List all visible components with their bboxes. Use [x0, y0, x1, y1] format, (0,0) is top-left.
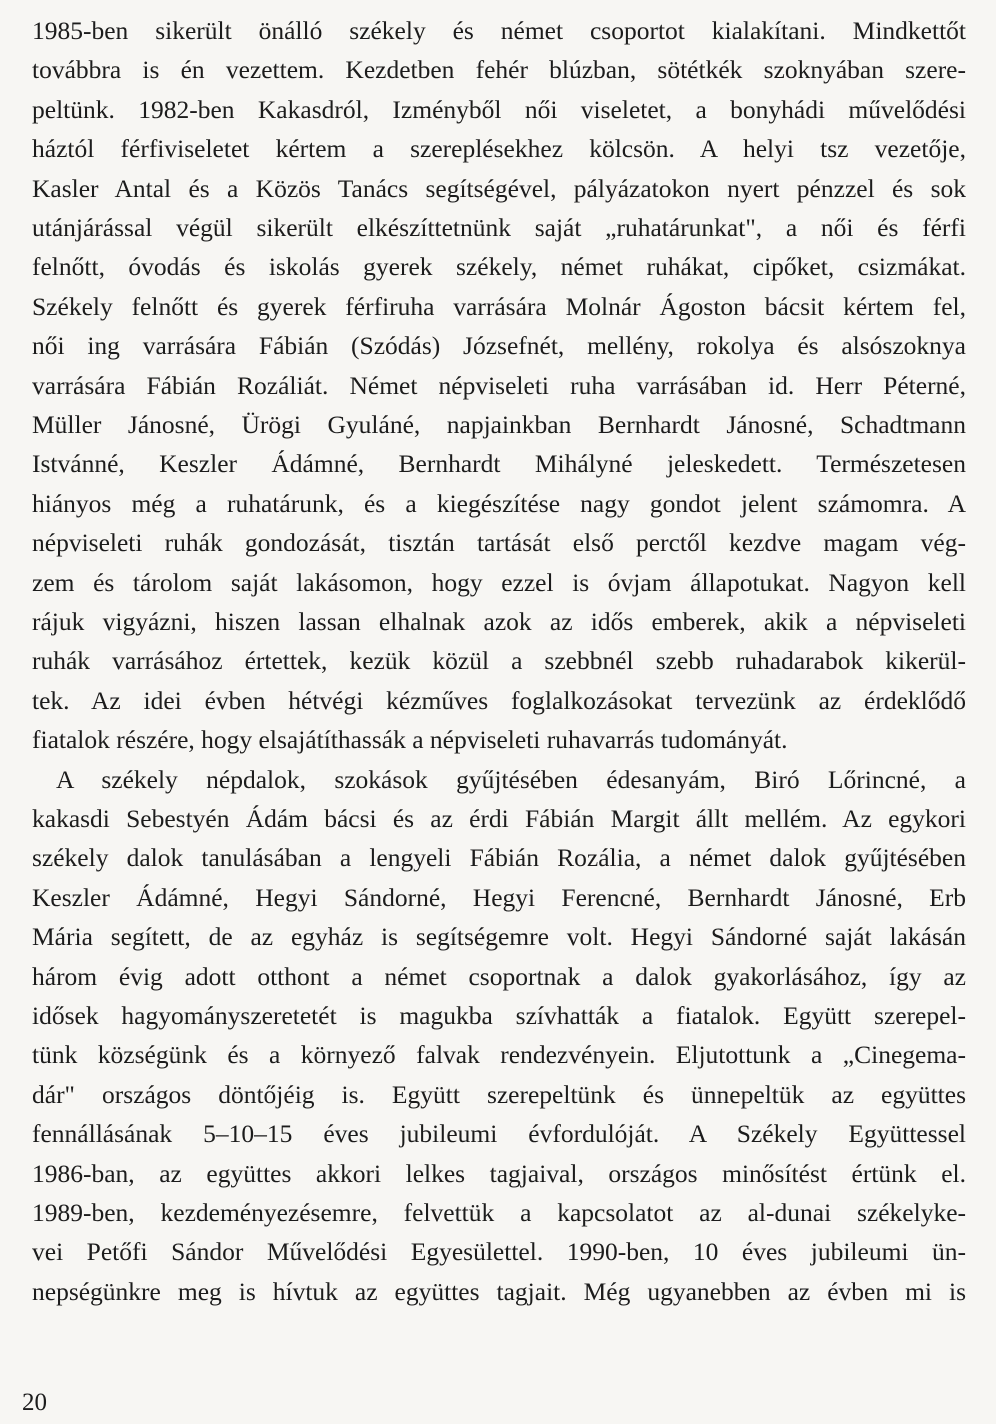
text-line: Keszler Ádámné, Hegyi Sándorné, Hegyi Ferencné, Bernhardt Jánosné, Erb [32, 882, 966, 912]
page-number: 20 [22, 1389, 47, 1416]
text-line: női ing varrására Fábián (Szódás) Józsefnét, mellény, rokolya és alsószoknya [32, 331, 966, 361]
text-line: tek. Az idei évben hétvégi kézműves foglalkozásokat tervezünk az érdeklődő [32, 685, 966, 715]
text-line: Kasler Antal és a Közös Tanács segítségével, pályázatokon nyert pénzzel és sok [32, 173, 966, 203]
text-line: Istvánné, Keszler Ádámné, Bernhardt Mihályné jeleskedett. Természetesen [32, 449, 966, 479]
text-line: székely dalok tanulásában a lengyeli Fábián Rozália, a német dalok gyűjtésében [32, 843, 966, 873]
text-line: varrására Fábián Rozáliát. Német népviseleti ruha varrásában id. Herr Péterné, [32, 370, 966, 400]
text-line: vei Petőfi Sándor Művelődési Egyesülettel. 1990-ben, 10 éves jubileumi ün- [32, 1237, 966, 1267]
text-line: három évig adott otthont a német csoportnak a dalok gyakorlásához, így az [32, 961, 966, 991]
text-line: hiányos még a ruhatárunk, és a kiegészítése nagy gondot jelent számomra. A [32, 488, 966, 518]
text-line: nepségünkre meg is hívtuk az együttes tagjait. Még ugyanebben az évben mi is [32, 1276, 966, 1306]
text-line: kakasdi Sebestyén Ádám bácsi és az érdi Fábián Margit állt mellém. Az egykori [32, 804, 966, 833]
text-line: 1989-ben, kezdeményezésemre, felvettük a kapcsolatot az al-dunai székelyke- [32, 1198, 966, 1227]
text-line: zem és tárolom saját lakásomon, hogy ezzel is óvjam állapotukat. Nagyon kell [32, 567, 966, 597]
text-line: 1986-ban, az együttes akkori lelkes tagjaival, országos minősítést értünk el. [32, 1158, 966, 1188]
text-line: idősek hagyományszeretetét is magukba szívhatták a fiatalok. Együtt szerepel- [32, 1001, 966, 1030]
text-line: továbbra is én vezettem. Kezdetben fehér blúzban, sötétkék szoknyában szere- [32, 55, 966, 85]
text-line: fennállásának 5–10–15 éves jubileumi évfordulóját. A Székely Együttessel [32, 1119, 966, 1149]
text-line: utánjárással végül sikerült elkészíttetnünk saját „ruhatárunkat", a női és férfi [32, 213, 966, 242]
text-line: fiatalok részére, hogy elsajátíthassák a népviseleti ruhavarrás tudományát. [32, 725, 788, 755]
text-line: népviseleti ruhák gondozását, tisztán tartását első perctől kezdve magam vég- [32, 528, 966, 558]
text-line: Mária segített, de az egyház is segítségemre volt. Hegyi Sándorné saját lakásán [32, 922, 966, 952]
text-line: 1985-ben sikerült önálló székely és német csoportot kialakítani. Mindkettőt [32, 16, 966, 45]
text-line: Székely felnőtt és gyerek férfiruha varrására Molnár Ágoston bácsit kértem fel, [32, 291, 966, 321]
text-line: dár" országos döntőjéig is. Együtt szerepeltünk és ünnepeltük az együttes [32, 1079, 966, 1109]
text-line: ruhák varrásához értettek, kezük közül a szebbnél szebb ruhadarabok kikerül- [32, 646, 966, 676]
text-line: peltünk. 1982-ben Kakasdról, Izményből női viseletet, a bonyhádi művelődési [32, 94, 966, 124]
text-line: A székely népdalok, szokások gyűjtésében édesanyám, Biró Lőrincné, a [56, 764, 966, 794]
text-line: rájuk vigyázni, hiszen lassan elhalnak azok az idős emberek, akik a népviseleti [32, 607, 966, 636]
text-line: Müller Jánosné, Ürögi Gyuláné, napjainkban Bernhardt Jánosné, Schadtmann [32, 410, 966, 439]
text-line: felnőtt, óvodás és iskolás gyerek székely, német ruhákat, cipőket, csizmákat. [32, 252, 966, 282]
text-line: tünk községünk és a környező falvak rendezvényein. Eljutottunk a „Cinegema- [32, 1040, 966, 1070]
text-line: háztól férfiviseletet kértem a szereplésekhez kölcsön. A helyi tsz vezetője, [32, 134, 966, 164]
